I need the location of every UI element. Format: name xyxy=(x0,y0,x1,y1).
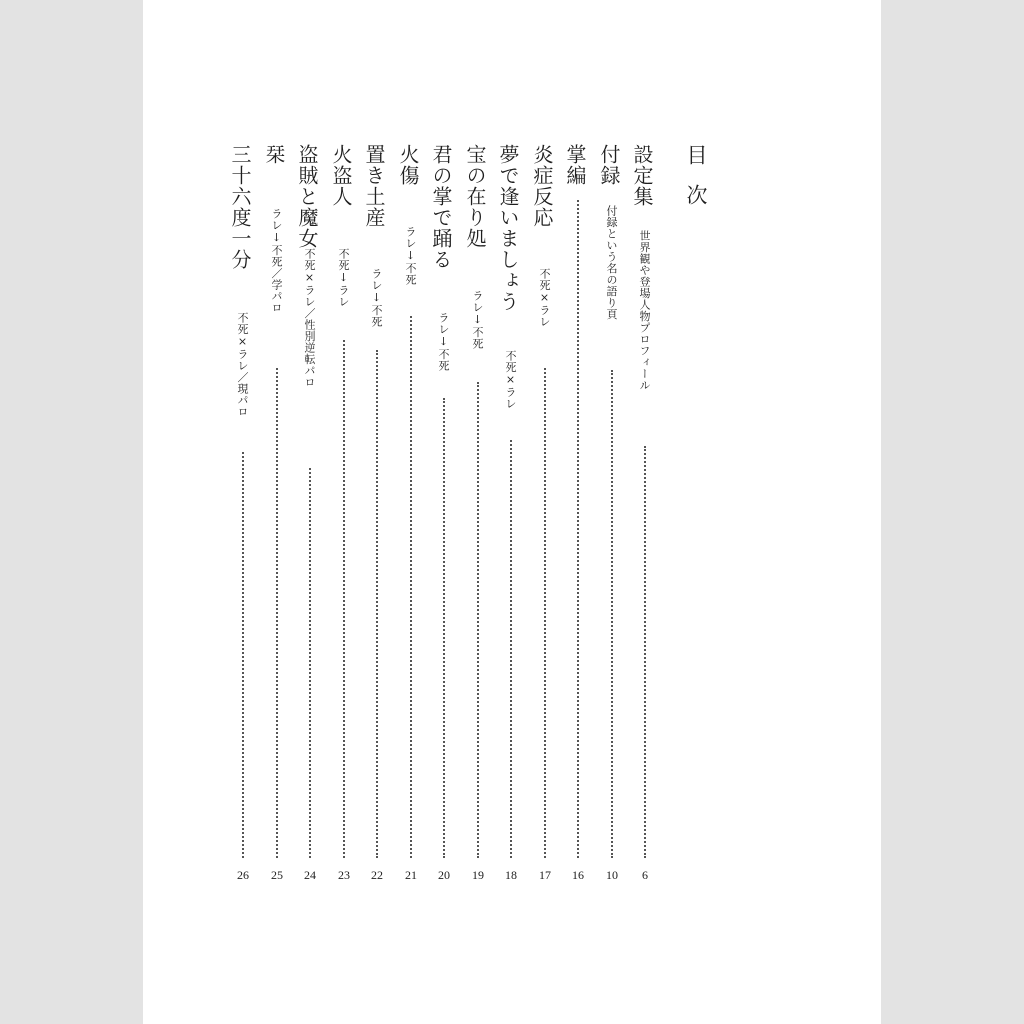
page-number: 26 xyxy=(237,868,249,882)
entry-title: 夢で逢いましょう xyxy=(496,144,520,312)
entry-title: 付録 xyxy=(597,144,621,186)
entry-title: 炎症反応 xyxy=(530,144,554,228)
page-number: 16 xyxy=(572,868,584,882)
leader-dots xyxy=(644,446,646,858)
toc-entry xyxy=(362,0,386,882)
entry-title: 三十六度一分 xyxy=(228,144,252,270)
toc-title: 目次 xyxy=(684,144,708,224)
entry-subtitle: ラレ↓不死 xyxy=(404,226,417,286)
toc-entry xyxy=(463,0,487,882)
leader-dots xyxy=(577,200,579,858)
page-number: 19 xyxy=(472,868,484,882)
entry-title: 盗賊と魔女 xyxy=(295,144,319,249)
toc-entry xyxy=(630,0,654,882)
entry-title: 栞 xyxy=(262,144,286,165)
entry-subtitle: 不死×ラレ xyxy=(504,350,517,410)
entry-subtitle: ラレ↓不死 xyxy=(370,268,383,328)
entry-title: 君の掌で踊る xyxy=(429,144,453,270)
entry-title: 宝の在り処 xyxy=(463,144,487,249)
leader-dots xyxy=(242,452,244,858)
leader-dots xyxy=(443,398,445,858)
entry-subtitle: 不死↓ラレ xyxy=(337,248,350,308)
entry-subtitle: 不死×ラレ xyxy=(538,268,551,328)
book-page xyxy=(143,0,881,1024)
leader-dots xyxy=(376,350,378,858)
entry-subtitle: ラレ↓不死／学パロ xyxy=(270,208,283,314)
toc-entry xyxy=(329,0,353,882)
entry-title: 掌編 xyxy=(563,144,587,186)
leader-dots xyxy=(343,340,345,858)
toc-entry xyxy=(563,0,587,882)
entry-title: 設定集 xyxy=(630,144,654,207)
page-number: 10 xyxy=(606,868,618,882)
page-number: 22 xyxy=(371,868,383,882)
entry-title: 置き土産 xyxy=(362,144,386,228)
toc-entry xyxy=(396,0,420,882)
entry-title: 火盗人 xyxy=(329,144,353,207)
leader-dots xyxy=(510,440,512,858)
leader-dots xyxy=(611,370,613,858)
toc-entry xyxy=(429,0,453,882)
entry-subtitle: ラレ↓不死 xyxy=(471,290,484,350)
page-number: 6 xyxy=(642,868,648,882)
page-number: 21 xyxy=(405,868,417,882)
page-number: 17 xyxy=(539,868,551,882)
leader-dots xyxy=(276,368,278,858)
page-number: 25 xyxy=(271,868,283,882)
page-number: 18 xyxy=(505,868,517,882)
page-number: 24 xyxy=(304,868,316,882)
toc-entry xyxy=(295,0,319,882)
leader-dots xyxy=(410,316,412,858)
toc-entry xyxy=(228,0,252,882)
entry-title: 火傷 xyxy=(396,144,420,186)
entry-subtitle: ラレ↓不死 xyxy=(437,312,450,372)
toc-entry xyxy=(496,0,520,882)
entry-subtitle: 世界観や登場人物プロフィール xyxy=(638,230,651,391)
entry-subtitle: 不死×ラレ／性別逆転パロ xyxy=(303,248,316,388)
leader-dots xyxy=(544,368,546,858)
page-number: 20 xyxy=(438,868,450,882)
toc-entry xyxy=(530,0,554,882)
page-number: 23 xyxy=(338,868,350,882)
entry-subtitle: 付録という名の語り頁 xyxy=(605,205,618,320)
leader-dots xyxy=(477,382,479,858)
entry-subtitle: 不死×ラレ／現パロ xyxy=(236,312,249,418)
toc-entry xyxy=(262,0,286,882)
toc-entry xyxy=(597,0,621,882)
leader-dots xyxy=(309,468,311,858)
